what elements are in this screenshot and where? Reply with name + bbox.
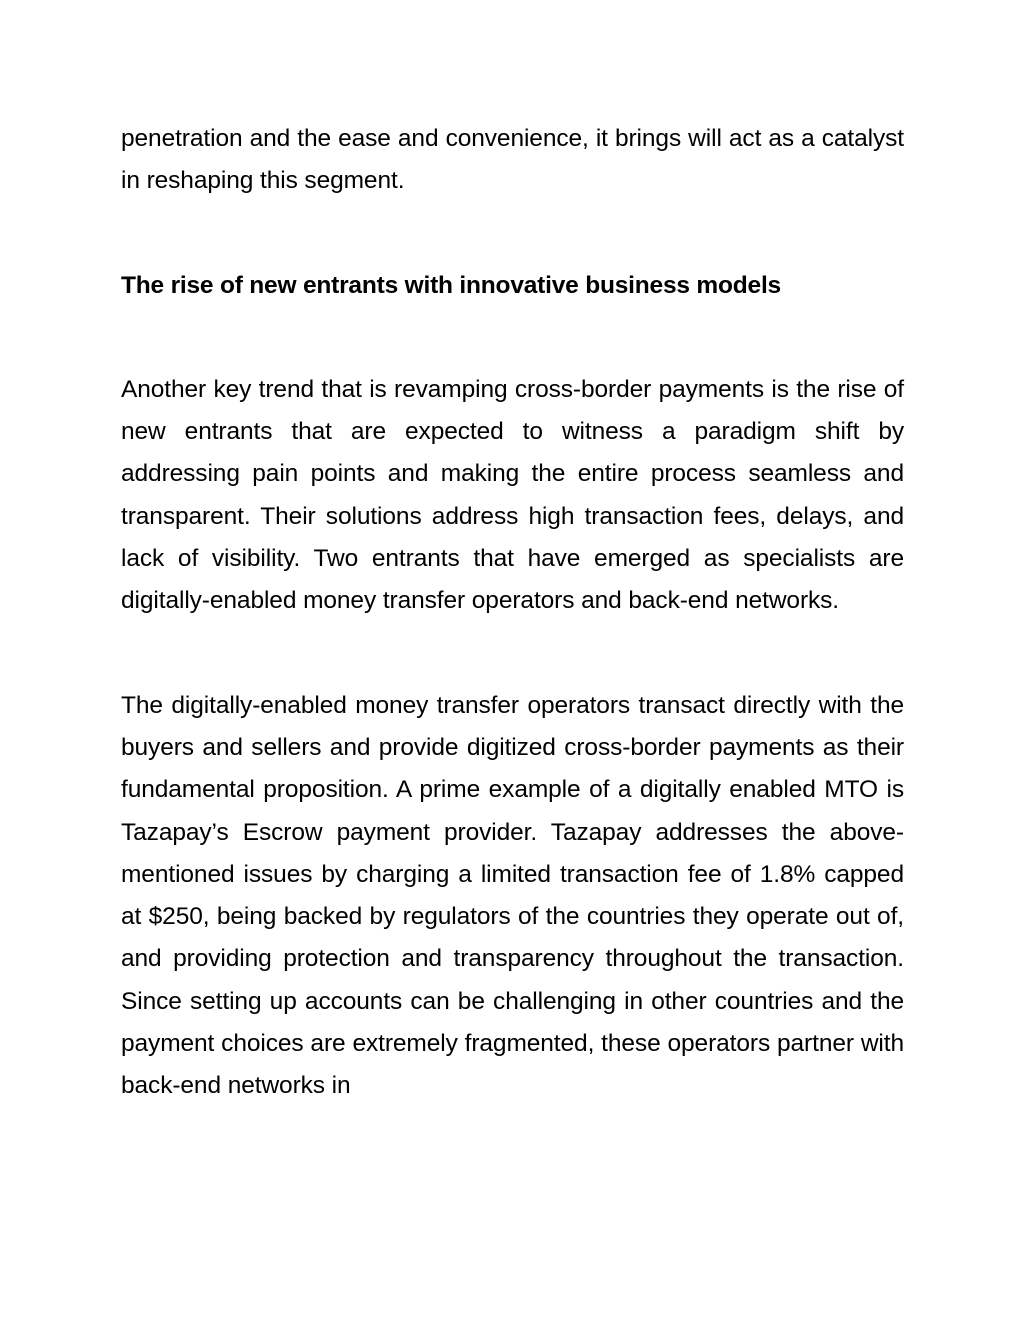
paragraph-key-trend: Another key trend that is revamping cross-border payments is the rise of new entrants that are expected to witness a paradigm shift by addressing pain points and making the entire process seamless and transparent. Their solutions address high transaction fees, delays, and lack of visibility. Two entrants that have emerged as specialists are digitally-enabled money transfer operators and back-end networks. bbox=[121, 375, 904, 615]
paragraph-intro: penetration and the ease and convenience, it brings will act as a catalyst in reshaping this segment. bbox=[121, 125, 904, 195]
section-heading: The rise of new entrants with innovative business models bbox=[121, 271, 781, 299]
document-page bbox=[121, 118, 904, 1108]
paragraph-mto: The digitally-enabled money transfer operators transact directly with the buyers and sellers and provide digitized cross-border payments as their fundamental proposition. A prime example of a digitally enabled MTO is Tazapay’s Escrow payment provider. Tazapay addresses the above-mentioned issues by charging a limited transaction fee of 1.8% capped at $250, being backed by regulators of the countries they operate out of, and providing protection and transparency throughout the transaction. Since setting up accounts can be challenging in other countries and the payment choices are extremely fragmented, these operators partner with back-end networks in bbox=[121, 691, 904, 1100]
